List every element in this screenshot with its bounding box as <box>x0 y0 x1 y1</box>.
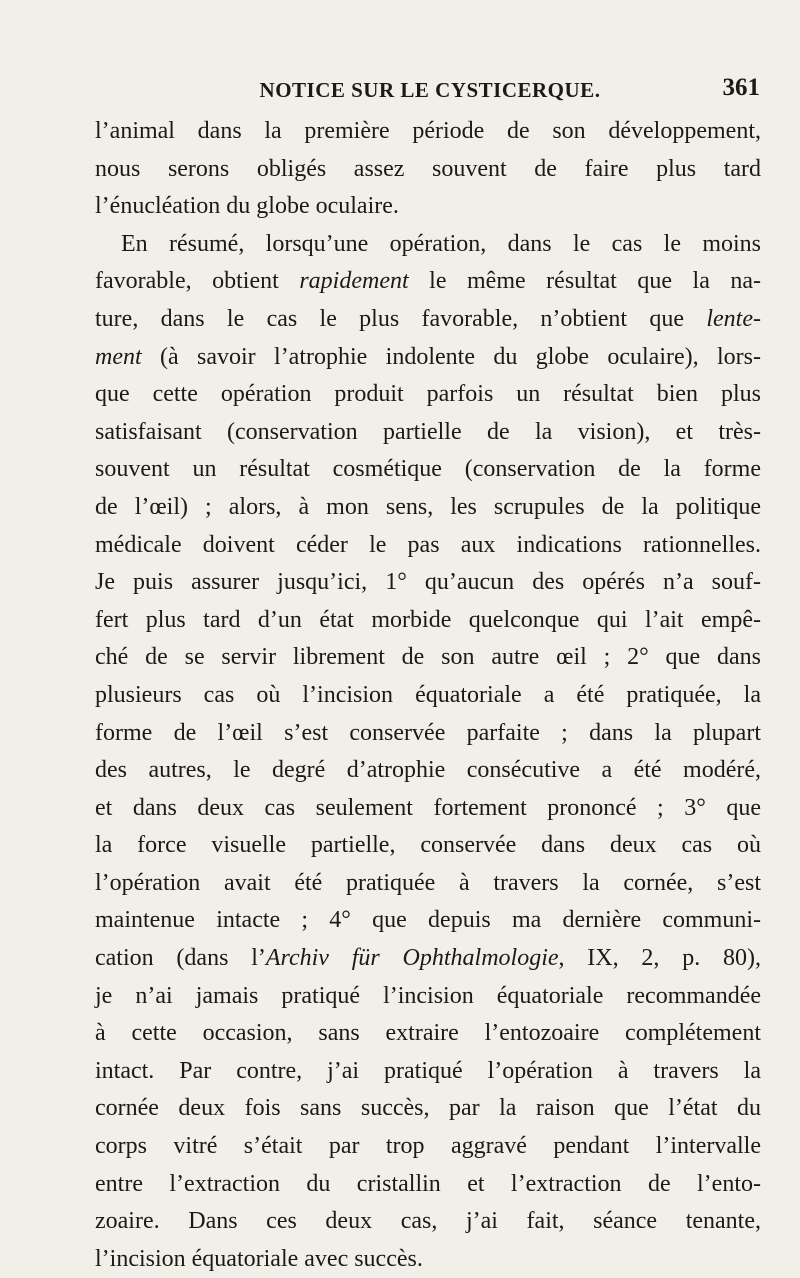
italic-emphasis: rapidement <box>299 268 409 295</box>
text-line <box>95 113 761 151</box>
text-line <box>95 1166 761 1204</box>
text-run: Je puis assurer jusqu’ici, 1° qu’aucun des opérés n’a souf- <box>95 569 761 596</box>
text-line <box>95 301 761 339</box>
text-line <box>95 978 761 1016</box>
text-run: entre l’extraction du cristallin et l’extraction de l’ento- <box>95 1170 761 1197</box>
text-line <box>95 865 761 903</box>
text-run: cation (dans l’ <box>95 945 266 972</box>
text-run: maintenue intacte ; 4° que depuis ma dernière communi- <box>95 907 761 934</box>
text-run: l’opération avait été pratiquée à travers la cornée, s’est <box>95 869 761 896</box>
text-run: zoaire. Dans ces deux cas, j’ai fait, séance tenante, <box>95 1208 761 1235</box>
text-line <box>95 339 761 377</box>
text-line <box>95 639 761 677</box>
italic-emphasis: ment <box>95 343 142 370</box>
text-run: forme de l’œil s’est conservée parfaite ; dans la plupart <box>95 719 761 746</box>
text-run: l’animal dans la première période de son développement, <box>95 118 761 144</box>
text-line <box>95 790 761 828</box>
text-run: à cette occasion, sans extraire l’entozoaire complétement <box>95 1020 761 1047</box>
text-line <box>95 263 761 301</box>
text-line <box>95 1053 761 1091</box>
text-line <box>95 677 761 715</box>
text-run: intact. Par contre, j’ai pratiqué l’opération à travers la <box>95 1057 761 1084</box>
text-run: cornée deux fois sans succès, par la raison que l’état du <box>95 1095 761 1122</box>
text-line <box>95 827 761 865</box>
text-run: plusieurs cas où l’incision équatoriale a été pratiquée, la <box>95 681 761 708</box>
text-line <box>95 489 761 527</box>
text-run: corps vitré s’était par trop aggravé pendant l’intervalle <box>95 1133 761 1160</box>
text-line <box>95 715 761 753</box>
text-run: l’énucléation du globe oculaire. <box>95 193 399 220</box>
text-run: je n’ai jamais pratiqué l’incision équatoriale recommandée <box>95 982 761 1009</box>
text-run: satisfaisant (conservation partielle de la vision), et très- <box>95 418 761 445</box>
text-run: médicale doivent céder le pas aux indications rationnelles. <box>95 531 761 558</box>
text-run: , IX, 2, p. 80), <box>558 945 761 972</box>
text-line <box>95 602 761 640</box>
text-run: et dans deux cas seulement fortement prononcé ; 3° que <box>95 794 761 821</box>
text-run: souvent un résultat cosmétique (conservation de la forme <box>95 456 761 483</box>
text-line <box>95 940 761 978</box>
text-line <box>95 226 761 264</box>
text-line <box>95 188 761 226</box>
text-run: ché de se servir librement de son autre œil ; 2° que dans <box>95 644 761 671</box>
text-line <box>95 527 761 565</box>
text-line <box>95 1203 761 1241</box>
text-run: favorable, obtient <box>95 268 300 295</box>
text-run: ture, dans le cas le plus favorable, n’obtient que <box>95 305 707 332</box>
text-run: le même résultat que la na- <box>408 268 762 295</box>
text-run: nous serons obligés assez souvent de faire plus tard <box>95 155 761 182</box>
body-text <box>95 113 761 1278</box>
running-head <box>98 74 762 104</box>
text-run: des autres, le degré d’atrophie consécutive a été modéré, <box>95 757 761 784</box>
text-line <box>95 376 761 414</box>
italic-emphasis: lente- <box>706 305 761 332</box>
text-line <box>95 752 761 790</box>
text-line <box>95 1241 761 1278</box>
text-line <box>95 414 761 452</box>
text-line <box>95 1090 761 1128</box>
text-run: (à savoir l’atrophie indolente du globe oculaire), lors- <box>141 343 761 370</box>
text-line <box>95 1128 761 1166</box>
text-run: la force visuelle partielle, conservée dans deux cas où <box>95 832 761 859</box>
running-title: NOTICE SUR LE CYSTICERQUE. <box>259 78 601 102</box>
text-line <box>95 151 761 189</box>
text-line <box>95 1015 761 1053</box>
text-run: de l’œil) ; alors, à mon sens, les scrupules de la politique <box>95 493 761 520</box>
text-line <box>95 451 761 489</box>
text-line <box>95 902 761 940</box>
text-run: l’incision équatoriale avec succès. <box>95 1245 423 1272</box>
text-line <box>95 564 761 602</box>
text-run: fert plus tard d’un état morbide quelconque qui l’ait empê- <box>95 606 761 633</box>
text-run: que cette opération produit parfois un résultat bien plus <box>95 381 761 408</box>
page-number: 361 <box>722 74 760 101</box>
text-run: En résumé, lorsqu’une opération, dans le cas le moins <box>121 230 761 257</box>
italic-emphasis: Archiv für Ophthalmologie <box>265 945 559 972</box>
